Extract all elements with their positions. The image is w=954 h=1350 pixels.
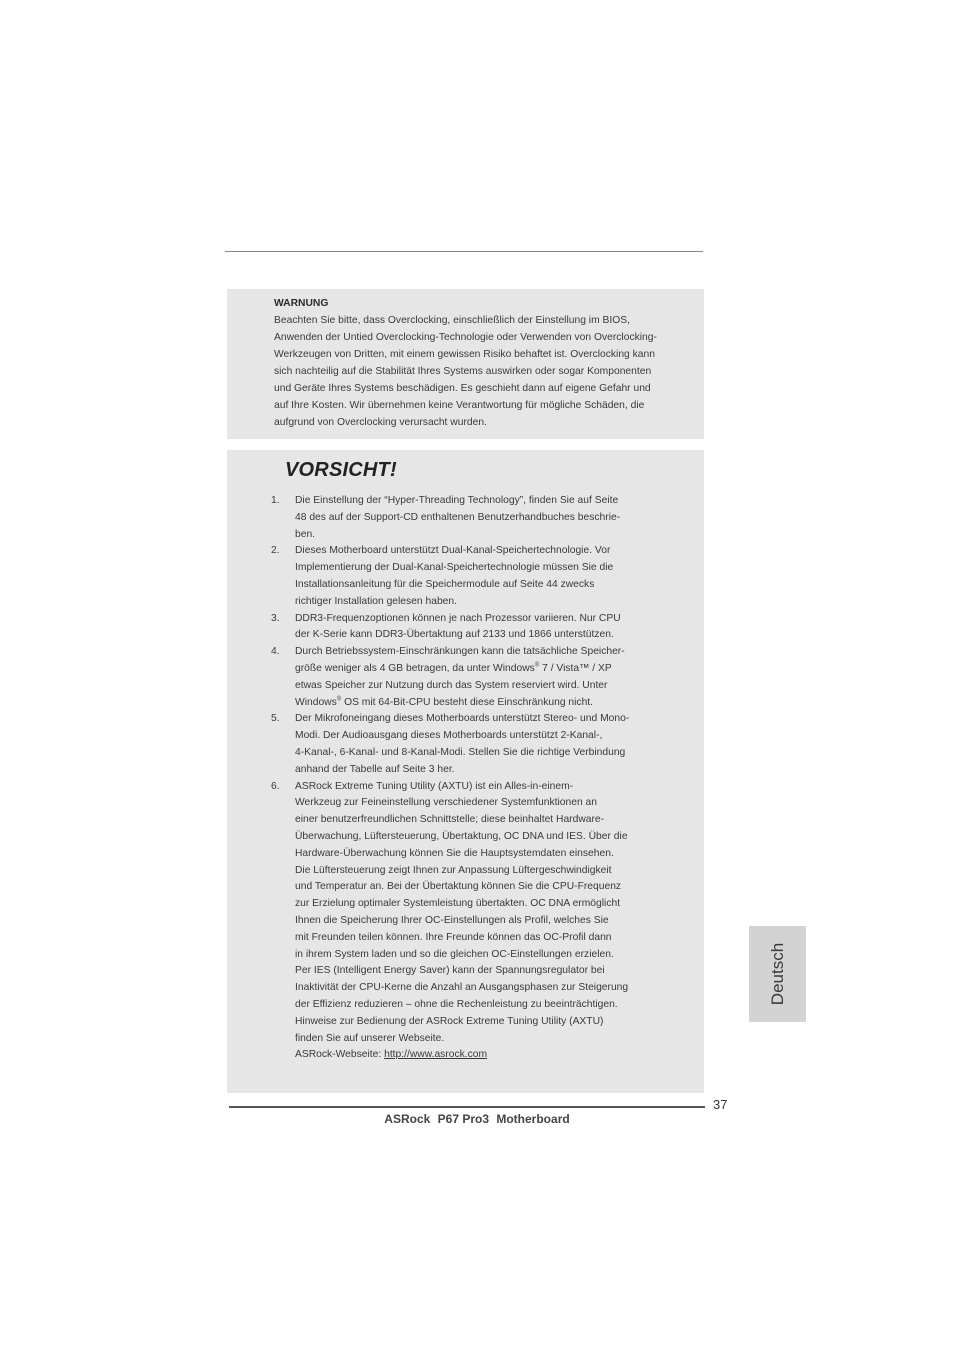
item-number: 5. [271, 713, 280, 725]
caution-list [271, 493, 663, 1064]
item-line: Werkzeug zur Feineinstellung verschiedener Systemfunktionen an [295, 797, 598, 809]
caution-title: VORSICHT! [285, 459, 397, 481]
item-text [295, 779, 663, 1065]
item-number: 2. [271, 545, 280, 557]
item-line-part: größe weniger als 4 GB betragen, da unter Windows [295, 662, 535, 674]
item-line: der K-Serie kann DDR3-Übertaktung auf 2133 und 1866 unterstützen. [295, 629, 614, 641]
item-line-part: Windows [295, 696, 337, 708]
warning-line: Werkzeugen von Dritten, mit einem gewissen Risiko behaftet ist. Overclocking kann [274, 349, 655, 360]
footer-brand: ASRock [384, 1112, 431, 1126]
item-number: 4. [271, 646, 280, 658]
item-line: 48 des auf der Support-CD enthaltenen Benutzerhandbuches beschrie- [295, 511, 621, 523]
website-line [295, 1047, 663, 1064]
item-text [295, 611, 663, 645]
warning-line: auf Ihre Kosten. Wir übernehmen keine Verantwortung für mögliche Schäden, die [274, 400, 645, 411]
item-line: Installationsanleitung für die Speichermodule auf Seite 44 zwecks [295, 578, 595, 590]
registered-mark: ® [534, 662, 540, 669]
warning-line: Beachten Sie bitte, dass Overclocking, einschließlich der Einstellung im BIOS, [274, 315, 630, 326]
item-line: Inaktivität der CPU-Kerne die Anzahl an Ausgangsphasen zur Steigerung [295, 982, 629, 994]
website-link[interactable]: http://www.asrock.com [384, 1049, 488, 1061]
item-line: ASRock Extreme Tuning Utility (AXTU) ist ein Alles-in-einem- [295, 780, 574, 792]
item-line-part: 7 / Vista™ / XP [539, 662, 612, 674]
item-line: und Temperatur an. Bei der Übertaktung können Sie die CPU-Frequenz [295, 881, 622, 893]
item-text [295, 711, 663, 778]
item-line [295, 661, 663, 678]
item-line: anhand der Tabelle auf Seite 3 her. [295, 763, 455, 775]
item-number: 6. [271, 780, 280, 792]
item-line: zur Erzielung optimaler Systemleistung übertakten. OC DNA ermöglicht [295, 898, 621, 910]
item-line: Der Mikrofoneingang dieses Motherboards unterstützt Stereo- und Mono- [295, 713, 630, 725]
item-line: mit Freunden teilen können. Ihre Freunde können das OC-Profil dann [295, 931, 612, 943]
footer-product-name [0, 1112, 954, 1126]
item-line: Die Lüftersteuerung zeigt Ihnen zur Anpassung Lüftergeschwindigkeit [295, 864, 612, 876]
item-line-part: OS mit 64-Bit-CPU besteht diese Einschränkung nicht. [341, 696, 594, 708]
item-line: Hardware-Überwachung können Sie die Hauptsystemdaten einsehen. [295, 847, 614, 859]
item-text [295, 644, 663, 711]
item-line: Modi. Der Audioausgang dieses Motherboards unterstützt 2-Kanal-, [295, 730, 603, 742]
footer-rule [229, 1106, 705, 1108]
language-side-tab [749, 926, 806, 1022]
item-line: Dieses Motherboard unterstützt Dual-Kanal-Speichertechnologie. Vor [295, 545, 611, 557]
item-line: Die Einstellung der “Hyper-Threading Technology”, finden Sie auf Seite [295, 495, 619, 506]
item-text [295, 493, 663, 543]
caution-item-5 [271, 711, 663, 778]
item-line: Überwachung, Lüftersteuerung, Übertaktung, OC DNA und IES. Über die [295, 830, 628, 842]
item-line: 4-Kanal-, 6-Kanal- und 8-Kanal-Modi. Stellen Sie die richtige Verbindung [295, 746, 626, 758]
item-line: in ihrem System laden und so die gleichen OC-Einstellungen erzielen. [295, 948, 614, 960]
item-line [295, 695, 663, 712]
caution-item-6 [271, 779, 663, 1065]
item-line: ben. [295, 528, 316, 540]
top-rule [225, 251, 703, 252]
caution-item-1 [271, 493, 663, 543]
caution-item-2 [271, 543, 663, 610]
caution-item-4 [271, 644, 663, 711]
item-line: Ihnen die Speicherung Ihrer OC-Einstellungen als Profil, welches Sie [295, 914, 609, 926]
footer-model: P67 Pro3 [437, 1112, 490, 1126]
language-label: Deutsch [767, 942, 787, 1006]
item-line: einer benutzerfreundlichen Schnittstelle; diese beinhaltet Hardware- [295, 814, 605, 826]
item-line: der Effizienz reduzieren – ohne die Rechenleistung zu beeinträchtigen. [295, 998, 618, 1010]
website-label: ASRock-Webseite: [295, 1049, 385, 1061]
caution-item-3 [271, 611, 663, 645]
warning-box [227, 289, 704, 439]
warning-content [274, 295, 699, 431]
item-number: 3. [271, 612, 280, 624]
footer-product: Motherboard [496, 1112, 570, 1126]
item-line: richtiger Installation gelesen haben. [295, 595, 457, 607]
warning-title: WARNUNG [274, 298, 329, 309]
page-number: 37 [713, 1097, 728, 1112]
warning-line: und Geräte Ihres Systems beschädigen. Es geschieht dann auf eigene Gefahr und [274, 383, 651, 394]
item-line: Hinweise zur Bedienung der ASRock Extreme Tuning Utility (AXTU) [295, 1015, 604, 1027]
item-line: etwas Speicher zur Nutzung durch das System reserviert wird. Unter [295, 679, 608, 691]
item-line: Implementierung der Dual-Kanal-Speichertechnologie müssen Sie die [295, 562, 614, 574]
item-line: Per IES (Intelligent Energy Saver) kann der Spannungsregulator bei [295, 965, 605, 977]
caution-box [227, 450, 704, 1093]
item-line: finden Sie auf unserer Webseite. [295, 1032, 445, 1044]
item-text [295, 543, 663, 610]
warning-line: aufgrund von Overclocking verursacht wurden. [274, 417, 487, 428]
warning-line: sich nachteilig auf die Stabilität Ihres Systems auswirken oder sogar Komponenten [274, 366, 652, 377]
item-line: Durch Betriebssystem-Einschränkungen kann die tatsächliche Speicher- [295, 646, 625, 658]
warning-line: Anwenden der Untied Overclocking-Technologie oder Verwenden von Overclocking- [274, 332, 657, 343]
registered-mark: ® [336, 696, 342, 703]
item-number: 1. [271, 495, 280, 506]
item-line: DDR3-Frequenzoptionen können je nach Prozessor variieren. Nur CPU [295, 612, 621, 624]
